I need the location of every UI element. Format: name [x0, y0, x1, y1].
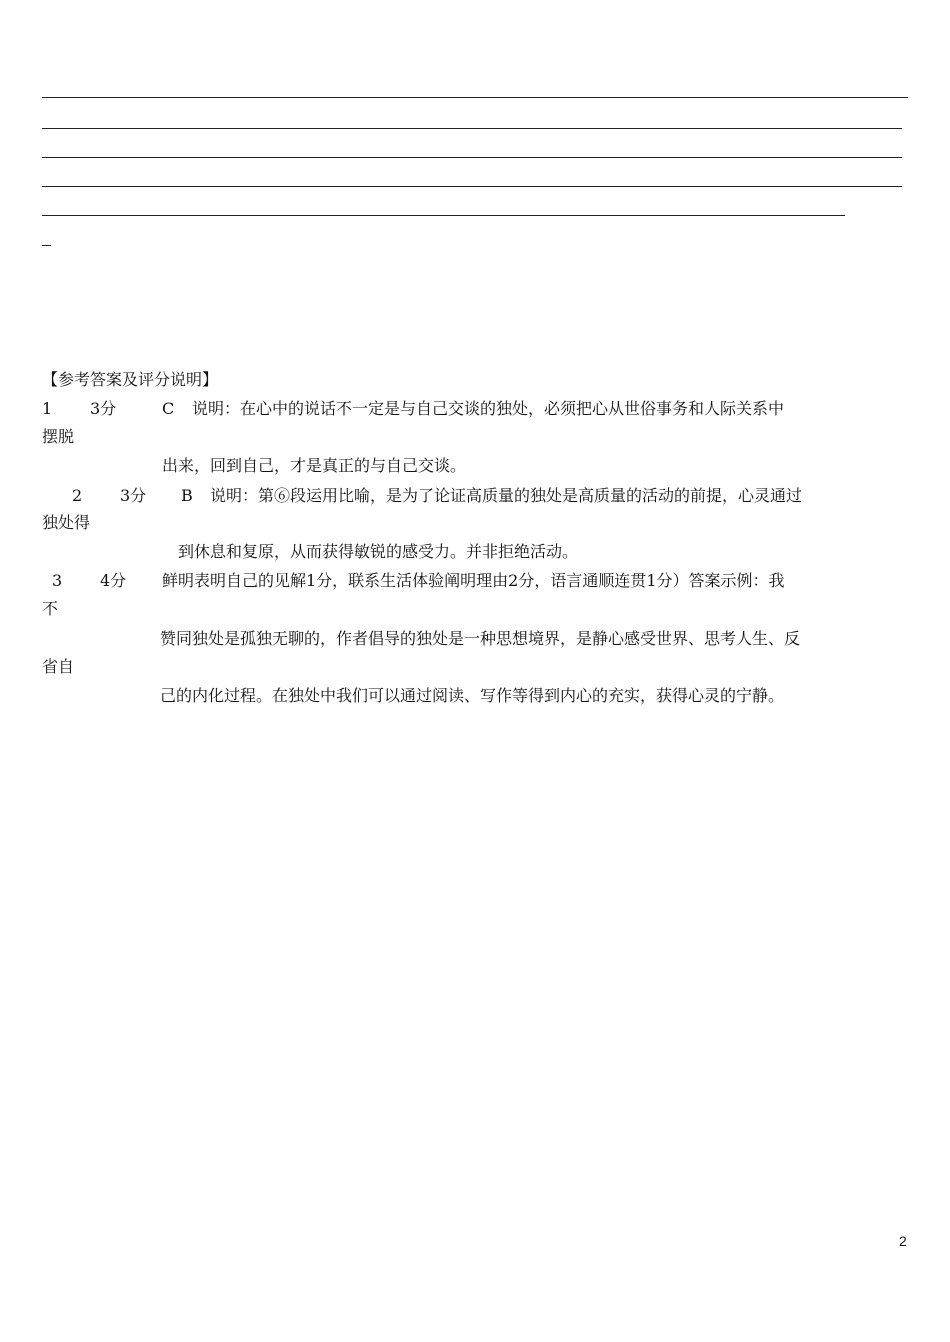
- q3-score: 4分: [100, 571, 127, 590]
- q3-explanation-line1: 鲜明表明自己的见解1分，联系生活体验阐明理由2分，语言通顺连贯1分）答案示例：我: [162, 571, 785, 590]
- answer-line-1: [42, 97, 908, 98]
- q2-explanation-line1: 说明：第⑥段运用比喻，是为了论证高质量的独处是高质量的活动的前提，心灵通过: [210, 486, 803, 505]
- q3-explanation-line2: 赞同独处是孤独无聊的，作者倡导的独处是一种思想境界，是静心感受世界、思考人生、反: [160, 629, 801, 648]
- q1-explanation-wrap: 摆脱: [42, 427, 75, 446]
- answer-line-5: [42, 215, 845, 216]
- q1-score: 3分: [90, 399, 117, 418]
- answer-line-4: [42, 186, 902, 187]
- q1-choice: C: [162, 399, 175, 418]
- q1-number: 1: [42, 399, 53, 418]
- answer-heading: 【参考答案及评分说明】: [42, 370, 219, 389]
- q1-explanation-line2: 出来，回到自己，才是真正的与自己交谈。: [162, 456, 467, 475]
- q2-explanation-line2: 到休息和复原，从而获得敏锐的感受力。并非拒绝活动。: [178, 542, 579, 561]
- q2-number: 2: [72, 486, 83, 505]
- q3-explanation-wrap1: 不: [42, 599, 59, 618]
- q2-explanation-wrap: 独处得: [42, 513, 91, 532]
- q1-explanation-line1: 说明：在心中的说话不一定是与自己交谈的独处，必须把心从世俗事务和人际关系中: [192, 399, 785, 418]
- q2-choice: B: [181, 486, 193, 505]
- q3-explanation-wrap2: 省自: [42, 657, 75, 676]
- page-number: 2: [899, 1233, 907, 1249]
- q3-number: 3: [52, 571, 63, 590]
- answer-line-stub: [42, 245, 51, 246]
- answer-line-3: [42, 157, 902, 158]
- q2-score: 3分: [120, 486, 147, 505]
- answer-line-2: [42, 128, 902, 129]
- q3-explanation-line3: 己的内化过程。在独处中我们可以通过阅读、写作等得到内心的充实，获得心灵的宁静。: [160, 686, 785, 705]
